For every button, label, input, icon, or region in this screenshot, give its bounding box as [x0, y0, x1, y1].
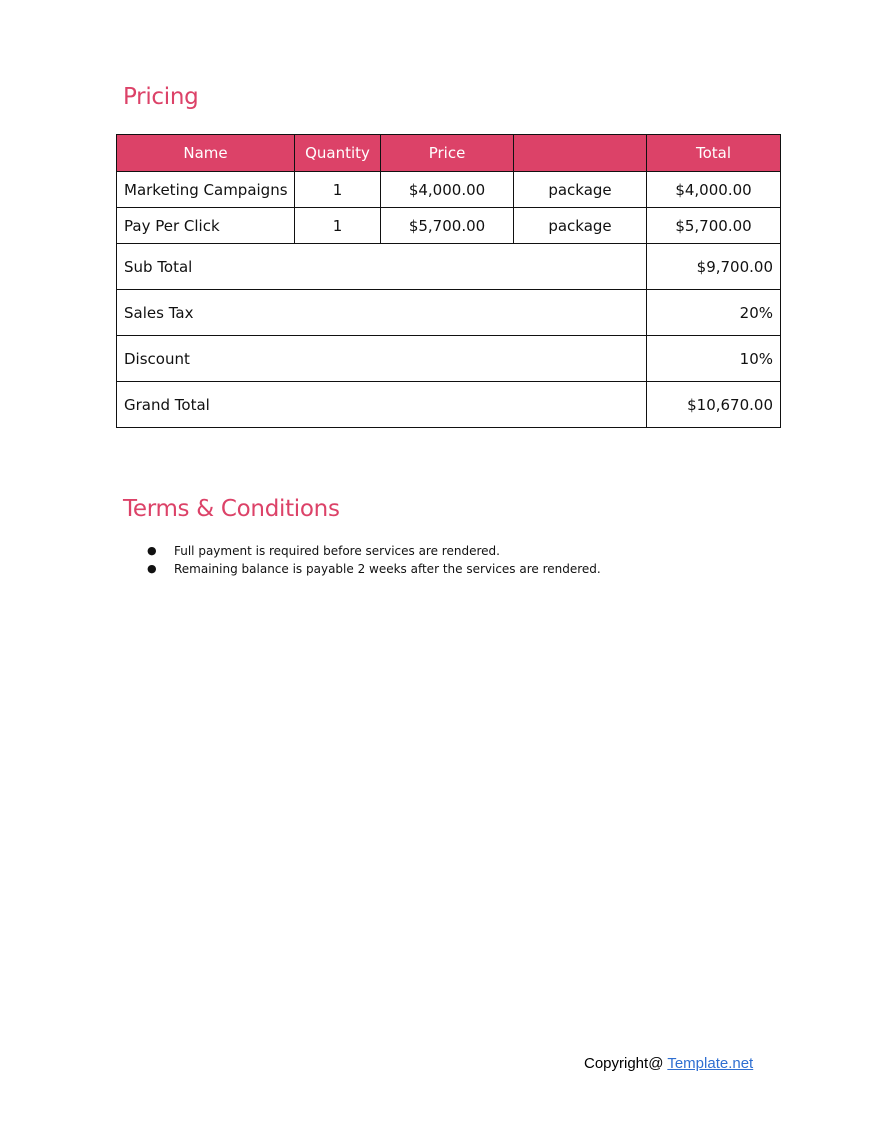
summary-value: 10%: [647, 336, 781, 382]
pricing-table: [116, 134, 781, 428]
item-price: $5,700.00: [381, 208, 514, 244]
term-text: Full payment is required before services are rendered.: [174, 544, 500, 558]
bullet-icon: ●: [147, 562, 157, 575]
item-unit: package: [514, 172, 647, 208]
column-header-total: Total: [647, 135, 781, 172]
terms-heading: Terms & Conditions: [123, 496, 340, 522]
summary-label: Grand Total: [117, 382, 647, 428]
column-header-unit: [514, 135, 647, 172]
summary-label: Sub Total: [117, 244, 647, 290]
table-header-row: [117, 135, 781, 172]
summary-label: Discount: [117, 336, 647, 382]
summary-label: Sales Tax: [117, 290, 647, 336]
template-link[interactable]: Template.net: [667, 1055, 754, 1072]
copyright-text: Copyright@: [584, 1055, 664, 1072]
pricing-heading: Pricing: [123, 84, 199, 110]
term-text: Remaining balance is payable 2 weeks after the services are rendered.: [174, 562, 601, 576]
summary-value: 20%: [647, 290, 781, 336]
summary-row-grand-total: [117, 382, 781, 428]
column-header-price: Price: [381, 135, 514, 172]
summary-row-subtotal: [117, 244, 781, 290]
summary-row-sales-tax: [117, 290, 781, 336]
item-unit: package: [514, 208, 647, 244]
list-item: [123, 542, 601, 560]
list-item: [123, 560, 601, 578]
table-row: [117, 208, 781, 244]
item-quantity: 1: [295, 172, 381, 208]
summary-value: $10,670.00: [647, 382, 781, 428]
bullet-icon: ●: [147, 544, 157, 557]
item-name: Pay Per Click: [117, 208, 295, 244]
item-price: $4,000.00: [381, 172, 514, 208]
column-header-quantity: Quantity: [295, 135, 381, 172]
item-name: Marketing Campaigns: [117, 172, 295, 208]
column-header-name: Name: [117, 135, 295, 172]
table-row: [117, 172, 781, 208]
item-total: $4,000.00: [647, 172, 781, 208]
summary-row-discount: [117, 336, 781, 382]
footer-copyright: [584, 1055, 753, 1072]
item-quantity: 1: [295, 208, 381, 244]
summary-value: $9,700.00: [647, 244, 781, 290]
terms-list: [123, 542, 601, 578]
item-total: $5,700.00: [647, 208, 781, 244]
